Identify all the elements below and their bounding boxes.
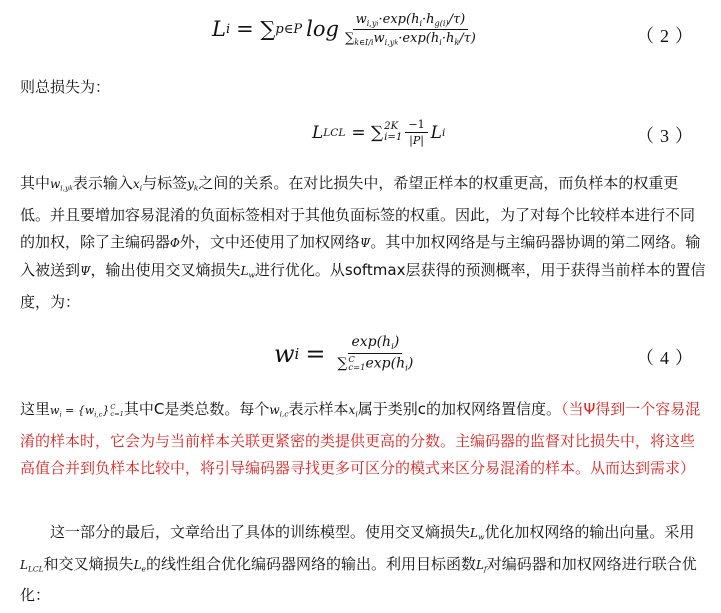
eq2-den-rest: ·exp(h <box>398 30 440 46</box>
paragraph-confidence <box>20 396 706 482</box>
eq4-den-top: C <box>348 354 355 365</box>
eq2-num-rest2-sub: g(i) <box>434 18 449 28</box>
eq3-rhs: L <box>430 122 442 143</box>
eq2-num-w-subsub: i <box>376 19 379 28</box>
equation-3 <box>0 112 721 158</box>
eq3-frac-num: −1 <box>405 118 427 133</box>
equation-4 <box>0 332 721 382</box>
eq2-log: log <box>306 17 339 42</box>
p2-w-bottom: c=1 <box>110 410 124 418</box>
p1-y-symbol <box>187 177 198 191</box>
p2-red-annotation: （当Ψ得到一个容易混淆的样本时，它会为与当前样本关联更紧密的类提供更高的分数。主编码器的监督对比损失中，将这些高值合并到负样本比较中，将引导编码器寻找更多可区分的模式来区分易混淆的样本。从而达到需求） <box>20 400 701 478</box>
p3-lw-symbol <box>470 526 484 540</box>
p1-text-3: 与标签 <box>142 174 188 192</box>
eq2-den-rest-sub: i <box>439 37 442 47</box>
p2-xi-sub: i <box>355 409 358 419</box>
p1-text-8: 进行优化。从softmax层获得的预测概率，用于获得当前样本的置信度，为： <box>20 261 706 311</box>
eq4-den-close: ) <box>407 355 414 372</box>
p3-text-1: 这一部分的最后，文章给出了具体的训练模型。使用交叉熵损失 <box>50 523 471 541</box>
p3-text-4: 的线性组合优化编码器网络的输出。利用目标函数 <box>145 554 476 573</box>
eq2-sum: = ∑ <box>236 17 276 42</box>
eq2-den-sum: ∑ <box>344 30 355 46</box>
eq4-den-rest: exp(h <box>365 355 406 372</box>
p3-text-5: 对编码器和加权网络进行联合优化： <box>20 554 697 605</box>
p2-w-close: } <box>102 404 110 417</box>
p1-w-sub: i,y <box>60 183 70 193</box>
eq2-number: （2） <box>636 26 699 46</box>
eq2-num-w-sub: i,y <box>366 18 377 28</box>
eq3-sum-limits <box>384 122 402 142</box>
p2-text-3: 表示样本 <box>288 400 349 418</box>
eq4-lhs-sub: i <box>294 344 300 363</box>
p2-w: w <box>50 404 60 417</box>
p3-lw: L <box>470 526 478 540</box>
eq2-num-rest: ·exp(h <box>378 12 420 27</box>
eq4-den-limits <box>348 355 365 372</box>
eq2-lhs: L <box>212 17 226 42</box>
p3-lf: L <box>475 557 484 572</box>
p2-text-4: 属于类别c的加权网络置信度。 <box>357 400 561 418</box>
eq2-num-rest3: /τ) <box>448 12 466 27</box>
p1-text-7: ，输出使用交叉熵损失 <box>90 261 241 280</box>
p1-text-1: 其中 <box>20 174 51 192</box>
p1-w-subsub: k <box>69 185 73 193</box>
eq4-lhs: w <box>274 339 295 368</box>
eq4-num: exp(h <box>351 334 392 350</box>
p2-wic: w <box>269 403 280 417</box>
p1-lw-symbol <box>241 264 255 278</box>
eq2-lhs-sub: i <box>225 21 231 37</box>
paragraph-weighting <box>20 170 706 316</box>
p1-text-2: 表示输入 <box>72 174 133 192</box>
eq2-fraction <box>342 12 479 47</box>
total-loss-text: 则总损失为： <box>20 78 111 96</box>
p2-text-1: 这里 <box>20 400 51 418</box>
p1-y-sub: k <box>193 183 199 193</box>
eq2-num-rest-sub: i <box>419 18 423 28</box>
eq2-numerator <box>353 12 469 30</box>
p1-text-4: 之间的关系。在对比损失中，希望正样本的权重更高，而负样本的权重更低。并且要增加容易混淆的负面标签相对于其他负面标签的权重。因此，为了对每个比较样本进行不同的加权，除了主编码器 <box>20 174 696 252</box>
p1-y: y <box>187 177 194 191</box>
p3-text-2: 优化加权网络的输出向量。采用 <box>484 523 695 541</box>
eq4-equals: = <box>305 339 326 368</box>
eq4-denominator <box>334 354 416 373</box>
p1-text-6: 。其中加权网络是与主编码器协调的第二网络。输入被送到 <box>20 233 701 280</box>
p2-w-rest: = {w <box>61 404 95 417</box>
p2-w-top: C <box>110 403 116 412</box>
p2-w-rest-sub: i,c <box>94 410 103 419</box>
p1-psi-2: Ψ <box>80 264 91 279</box>
p3-le: L <box>133 557 142 572</box>
p1-phi: Φ <box>170 236 180 251</box>
p1-x: x <box>132 177 140 191</box>
p2-xi-symbol <box>349 403 358 417</box>
eq2-den-rest3: /τ) <box>459 30 476 46</box>
p2-w-sub: i <box>59 410 62 419</box>
p3-text-3: 和交叉熵损失 <box>43 554 134 573</box>
eq4-num-close: ) <box>393 334 400 350</box>
eq2-den-rest2-sub: k <box>454 37 460 47</box>
eq4-fraction <box>334 334 416 373</box>
p1-w-symbol <box>50 177 73 191</box>
eq2-den-sum-sub: k∈I/i <box>354 37 374 47</box>
eq4-den-sum: ∑ <box>337 355 348 372</box>
p1-lw-sub: w <box>248 270 255 280</box>
p1-x-symbol <box>133 177 142 191</box>
p3-llcl: L <box>20 557 28 572</box>
p3-lf-sub: f <box>483 564 487 574</box>
equation-2 <box>0 8 721 68</box>
eq2-num-rest2: ·h <box>422 12 435 27</box>
eq2-den-rest2: ·h <box>441 30 455 46</box>
p3-llcl-symbol <box>20 558 44 572</box>
p1-w: w <box>50 177 61 191</box>
eq3-sum: = ∑ <box>351 122 384 143</box>
eq2-den-w-sub: i,y <box>384 37 395 47</box>
p2-w-definition <box>50 404 124 417</box>
eq2-den-w-subsub: k <box>394 38 399 47</box>
p2-wic-sub: i,c <box>279 409 289 419</box>
p2-w-limits <box>110 404 123 417</box>
p1-x-sub: i <box>139 183 143 193</box>
eq2-sum-sub: p∈P <box>275 21 303 37</box>
eq3-fraction <box>405 118 427 147</box>
p2-xi: x <box>348 403 356 417</box>
p3-lf-symbol <box>476 558 487 572</box>
p1-psi: Ψ <box>359 236 371 251</box>
eq4-numerator <box>348 334 402 354</box>
p3-le-sub: e <box>141 564 146 574</box>
p1-lw: L <box>240 264 249 279</box>
p1-text-5: 外，文中还使用了加权网络 <box>179 233 360 252</box>
eq3-number: （3） <box>636 126 699 146</box>
eq3-frac-den: |P| <box>409 134 424 147</box>
eq3-sum-top: 2K <box>384 121 399 133</box>
p3-lw-sub: w <box>477 532 485 542</box>
eq2-num-w: w <box>355 12 367 27</box>
eq2-den-w: w <box>373 30 385 46</box>
eq4-num-sub: i <box>391 342 394 353</box>
eq3-lhs-sub: LCL <box>323 126 346 139</box>
eq2-denominator <box>342 30 479 47</box>
eq3-rhs-sub: i <box>441 126 446 139</box>
p3-llcl-sub: LCL <box>27 564 44 574</box>
p2-text-2: 其中C是类总数。每个 <box>123 400 270 418</box>
eq3-lhs: L <box>312 122 324 143</box>
eq4-den-rest-sub: i <box>405 363 408 374</box>
p2-wic-symbol <box>269 403 288 417</box>
eq4-den-bottom: c=1 <box>348 362 366 373</box>
p3-le-symbol <box>134 558 146 572</box>
paragraph-training <box>20 519 706 609</box>
eq3-sum-bottom: i=1 <box>384 131 403 143</box>
eq4-number: （4） <box>636 348 699 368</box>
